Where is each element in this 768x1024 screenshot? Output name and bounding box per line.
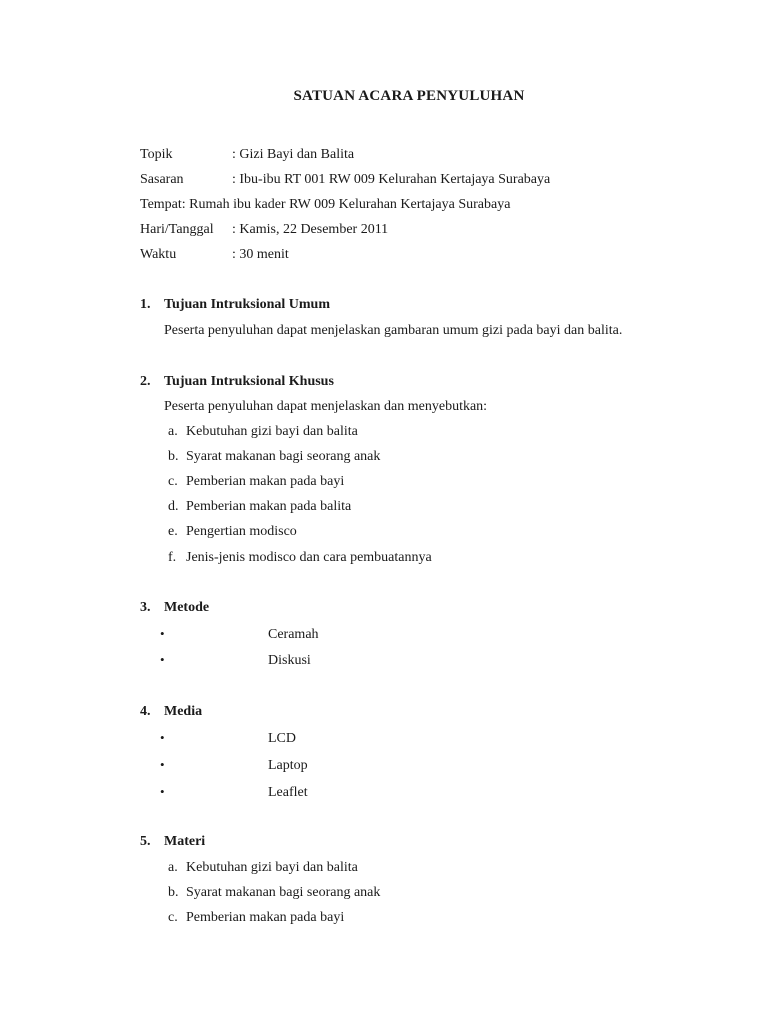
list-item-text: Kebutuhan gizi bayi dan balita — [186, 424, 358, 439]
info-hari-value: : Kamis, 22 Desember 2011 — [232, 222, 389, 237]
list-item — [164, 859, 358, 877]
section-5-heading — [140, 833, 205, 851]
list-item — [160, 783, 308, 801]
list-item-letter: e. — [168, 524, 178, 539]
info-hari — [140, 221, 388, 239]
list-item-letter: a. — [168, 860, 178, 875]
section-1-title: Tujuan Intruksional Umum — [164, 297, 330, 312]
list-item-letter: c. — [168, 474, 178, 489]
list-item-letter: f. — [168, 550, 177, 565]
list-item-text: LCD — [268, 731, 296, 746]
list-item — [160, 651, 311, 669]
list-item — [164, 523, 297, 541]
bullet-icon: • — [160, 784, 165, 799]
section-2-title: Tujuan Intruksional Khusus — [164, 374, 334, 389]
list-item — [164, 423, 358, 441]
info-tempat-line: Tempat: Rumah ibu kader RW 009 Kelurahan Kertajaya Surabaya — [140, 197, 511, 212]
list-item-letter: b. — [168, 449, 179, 464]
bullet-icon: • — [160, 626, 165, 641]
bullet-icon: • — [160, 757, 165, 772]
list-item-text: Pemberian makan pada balita — [186, 499, 352, 514]
list-item-text: Pemberian makan pada bayi — [186, 474, 345, 489]
list-item — [164, 448, 380, 466]
list-item — [164, 498, 351, 516]
list-item — [164, 909, 344, 927]
list-item-text: Pengertian modisco — [186, 524, 297, 539]
bullet-icon: • — [160, 652, 165, 667]
list-item-letter: b. — [168, 885, 179, 900]
info-sasaran — [140, 171, 550, 189]
section-1-text: Peserta penyuluhan dapat menjelaskan gambaran umum gizi pada bayi dan balita. — [164, 323, 623, 338]
info-topik-value: : Gizi Bayi dan Balita — [232, 147, 355, 162]
section-3-title: Metode — [164, 600, 210, 615]
list-item-letter: a. — [168, 424, 178, 439]
list-item-text: Jenis-jenis modisco dan cara pembuatannya — [186, 550, 432, 565]
info-waktu-value: : 30 menit — [232, 247, 289, 262]
list-item — [164, 549, 432, 567]
list-item — [164, 884, 380, 902]
list-item — [160, 625, 319, 643]
section-3-number: 3. — [140, 600, 151, 615]
section-5-number: 5. — [140, 834, 151, 849]
list-item-text: Diskusi — [268, 653, 311, 668]
info-hari-label: Hari/Tanggal — [140, 222, 214, 237]
section-5-title: Materi — [164, 834, 206, 849]
list-item-letter: d. — [168, 499, 179, 514]
list-item-text: Syarat makanan bagi seorang anak — [186, 885, 381, 900]
info-tempat — [140, 196, 510, 214]
section-2-number: 2. — [140, 374, 151, 389]
info-topik — [140, 146, 354, 164]
list-item-text: Syarat makanan bagi seorang anak — [186, 449, 381, 464]
section-3-heading — [140, 599, 209, 617]
info-sasaran-label: Sasaran — [140, 172, 184, 187]
list-item-text: Ceramah — [268, 627, 319, 642]
list-item-text: Leaflet — [268, 785, 308, 800]
list-item — [164, 473, 344, 491]
list-item-letter: c. — [168, 910, 178, 925]
list-item-text: Pemberian makan pada bayi — [186, 910, 345, 925]
section-4-title: Media — [164, 704, 203, 719]
section-1-heading — [140, 296, 330, 314]
section-2-heading — [140, 373, 334, 391]
info-topik-label: Topik — [140, 147, 173, 162]
section-4-number: 4. — [140, 704, 151, 719]
list-item-text: Laptop — [268, 758, 308, 773]
document-title: SATUAN ACARA PENYULUHAN — [293, 88, 525, 104]
bullet-icon: • — [160, 730, 165, 745]
info-sasaran-value: : Ibu-ibu RT 001 RW 009 Kelurahan Kertajaya Surabaya — [232, 172, 551, 187]
section-2-intro: Peserta penyuluhan dapat menjelaskan dan menyebutkan: — [164, 399, 488, 414]
section-4-heading — [140, 703, 202, 721]
list-item — [160, 756, 308, 774]
list-item-text: Kebutuhan gizi bayi dan balita — [186, 860, 358, 875]
list-item — [160, 729, 296, 747]
section-1-number: 1. — [140, 297, 151, 312]
info-waktu-label: Waktu — [140, 247, 177, 262]
info-waktu — [140, 246, 289, 264]
